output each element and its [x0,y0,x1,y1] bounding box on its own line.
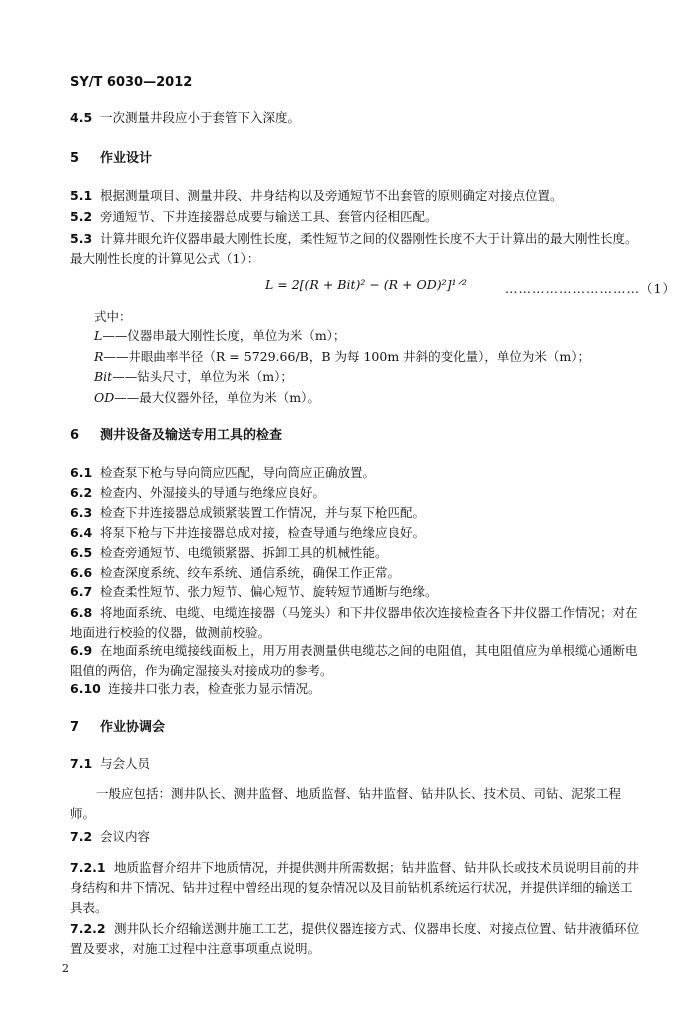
where-item-Bit [94,367,293,385]
clause-6-5 [70,545,388,561]
clause-number: 5.2 [70,209,93,224]
clause-number: 6.1 [70,465,93,480]
clause-6-1 [70,465,375,481]
clause-number: 6.5 [70,545,93,560]
section-title: 作业协调会 [100,720,166,735]
clause-text: 检查柔性短节、张力短节、偏心短节、旋转短节通断与绝缘。 [100,584,438,599]
attendees-paragraph: 一般应包括：测井队长、测井监督、地质监督、钻井监督、钻井队长、技术员、司钻、泥浆工程师。 [70,786,622,821]
clause-text: 检查泵下枪与导向筒应匹配，导向筒应正确放置。 [100,465,376,480]
clause-7-2-2 [70,919,644,959]
where-item-L [94,326,345,344]
clause-text: 连接井口张力表，检查张力显示情况。 [108,681,321,696]
clause-number: 5.3 [70,231,93,246]
clause-5-2 [70,209,438,225]
clause-6-4 [70,525,425,541]
clause-6-7 [70,584,438,600]
clause-4-5 [70,110,300,126]
clause-5-3 [70,229,644,269]
page-number: 2 [62,962,69,975]
clause-number: 7.2 [70,829,93,844]
clause-number: 6.2 [70,485,93,500]
section-number: 7 [70,720,80,735]
clause-number: 7.2.2 [70,921,106,936]
where-item-R [94,347,590,365]
clause-7-1 [70,756,150,772]
section-number: 6 [70,428,80,443]
clause-text: 根据测量项目、测量井段、井身结构以及旁通短节不出套管的原则确定对接点位置。 [100,188,563,203]
clause-text: 检查深度系统、绞车系统、通信系统，确保工作正常。 [100,565,401,580]
symbol-desc: ——井眼曲率半径（R = 5729.66/B，B 为每 100m 井斜的变化量），单位为米（m）； [103,349,591,364]
symbol-desc: ——最大仪器外径，单位为米（m）。 [114,390,320,405]
clause-7-2-1 [70,858,644,918]
formula-1: L = 2[(R + Bit)² − (R + OD)²]¹ᐟ² [265,277,467,292]
clause-6-10 [70,681,321,697]
clause-text: 检查内、外湿接头的导通与绝缘应良好。 [100,485,326,500]
clause-6-2 [70,485,325,501]
section-6-heading [70,428,282,444]
clause-text: 一次测量井段应小于套管下入深度。 [100,110,301,125]
clause-5-1 [70,188,563,204]
section-title: 作业设计 [100,151,153,166]
clause-number: 6.4 [70,525,93,540]
clause-text: 计算井眼允许仪器串最大刚性长度，柔性短节之间的仪器刚性长度不大于计算出的最大刚性长度。最大刚性长度的计算见公式（1）： [70,231,638,266]
clause-number: 5.1 [70,188,93,203]
clause-number: 7.2.1 [70,860,106,875]
section-7-heading [70,720,165,736]
symbol: Bit [94,369,113,384]
clause-number: 6.7 [70,584,93,599]
where-intro: 式中： [94,309,132,324]
symbol: R [94,349,104,364]
section-number: 5 [70,151,80,166]
standard-header: SY/T 6030—2012 [70,75,193,90]
clause-text: 将泵下枪与下井连接器总成对接，检查导通与绝缘应良好。 [100,525,426,540]
clause-text: 将地面系统、电缆、电缆连接器（马笼头）和下井仪器串依次连接检查各下井仪器工作情况；对在地面进行校验的仪器，做测前校验。 [70,605,638,640]
clause-6-8 [70,603,644,643]
clause-number: 6.10 [70,681,101,696]
where-item-OD [94,388,320,406]
clause-text: 旁通短节、下井连接器总成要与输送工具、套管内径相匹配。 [100,209,438,224]
clause-6-6 [70,565,400,581]
symbol-desc: ——仪器串最大刚性长度，单位为米（m）； [102,328,346,343]
clause-text: 地质监督介绍井下地质情况，并提供测井所需数据；钻井监督、钻井队长或技术员说明目前的井身结构和井下情况、钻井过程中曾经出现的复杂情况以及目前钻机系统运行状况，并提供详细的输送工具表。 [70,860,640,915]
clause-text: 在地面系统电缆接线面板上，用万用表测量供电缆芯之间的电阻值，其电阻值应为单根缆心通断电阻值的两倍，作为确定湿接头对接成功的参考。 [70,643,638,678]
clause-6-3 [70,505,425,521]
symbol: OD [94,390,115,405]
clause-number: 6.9 [70,643,93,658]
symbol: L [94,328,103,343]
section-5-heading [70,151,152,167]
clause-text: 会议内容 [100,829,151,844]
clause-number: 6.3 [70,505,93,520]
symbol-desc: ——钻头尺寸，单位为米（m）； [112,369,293,384]
clause-number: 6.8 [70,605,93,620]
section-title: 测井设备及输送专用工具的检查 [100,428,283,443]
clause-number: 4.5 [70,110,93,125]
clause-number: 7.1 [70,756,93,771]
clause-7-2 [70,829,150,845]
clause-6-9 [70,641,644,681]
clause-text: 与会人员 [100,756,151,771]
clause-text: 检查下井连接器总成锁紧装置工作情况，并与泵下枪匹配。 [100,505,426,520]
formula-number: …………………………（1） [505,281,676,296]
clause-text: 检查旁通短节、电缆锁紧器、拆卸工具的机械性能。 [100,545,388,560]
clause-number: 6.6 [70,565,93,580]
clause-text: 测井队长介绍输送测井施工工艺，提供仪器连接方式、仪器串长度、对接点位置、钻井液循环位置及要求，对施工过程中注意事项重点说明。 [70,921,640,956]
